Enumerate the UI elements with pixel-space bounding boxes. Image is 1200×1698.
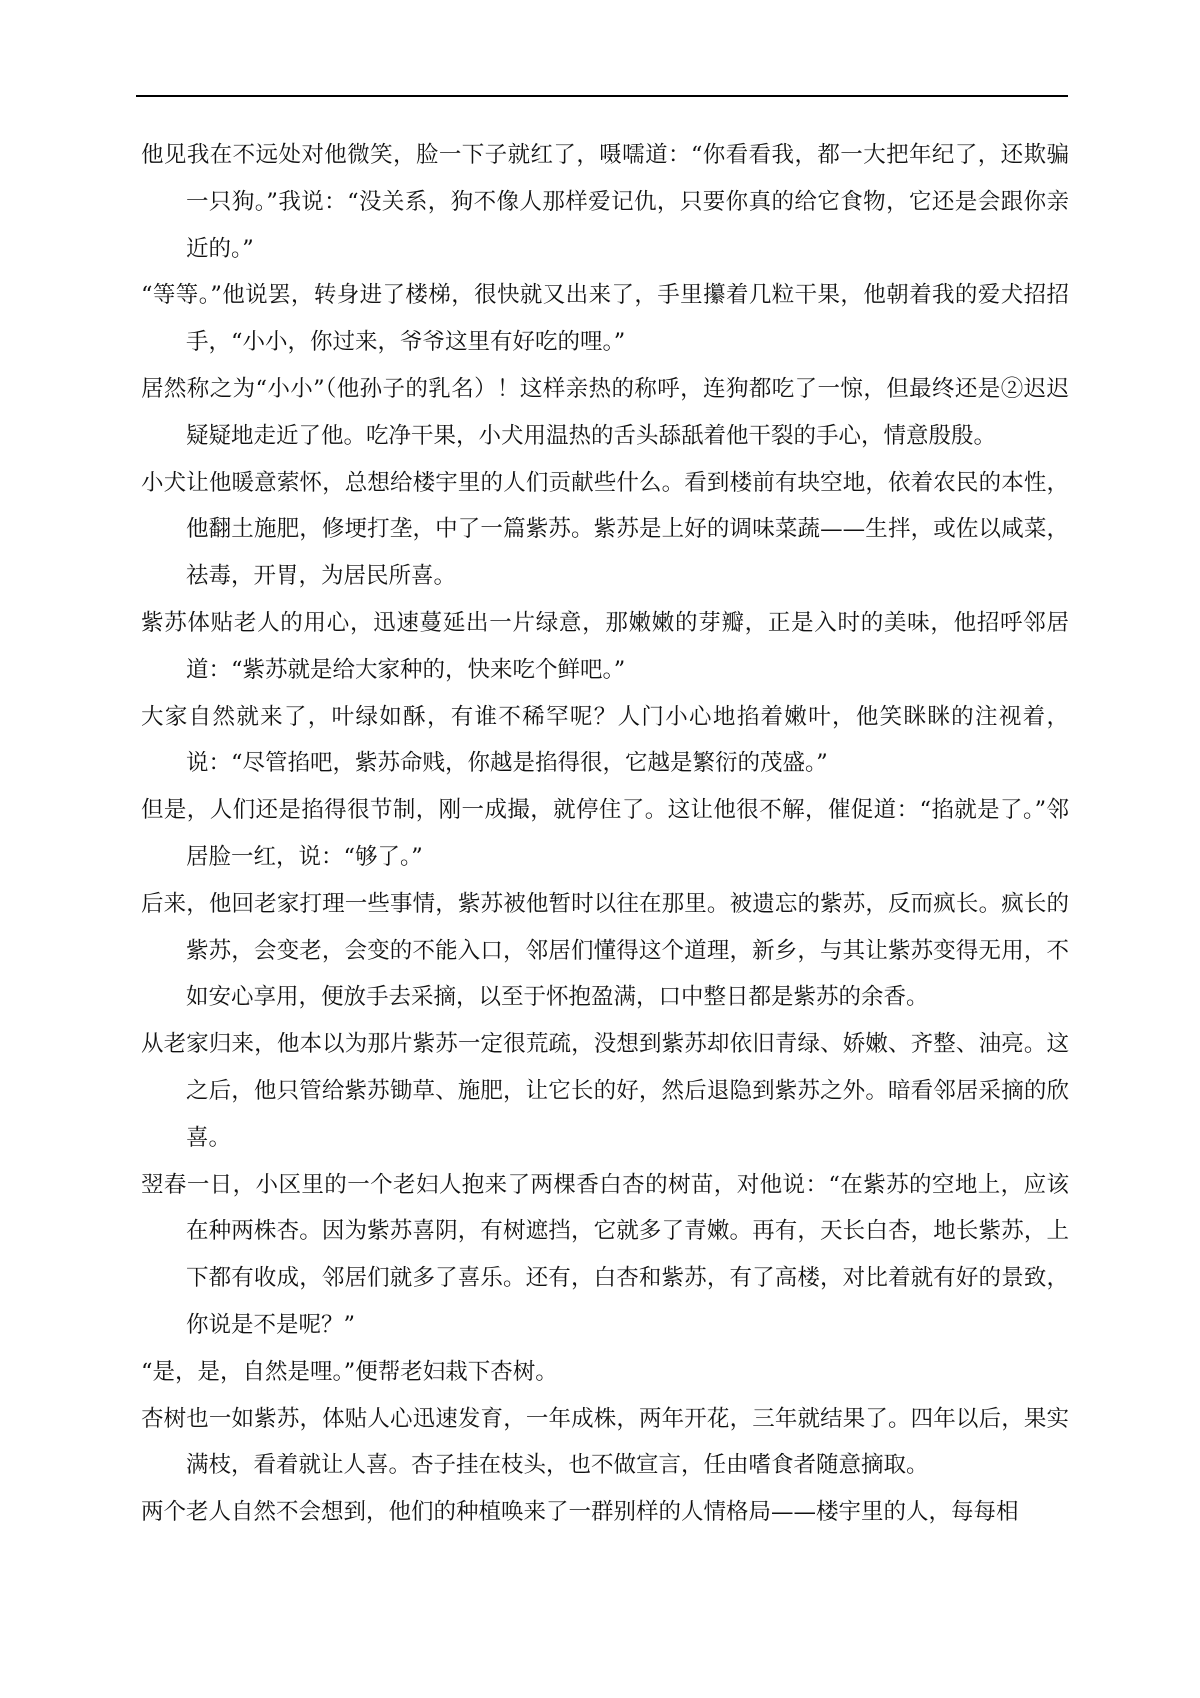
paragraph: “等等。”他说罢，转身进了楼梯，很快就又出来了，手里攥着几粒干果，他朝着我的爱犬招招手，“小小，你过来，爷爷这里有好吃的哩。” xyxy=(141,282,1069,356)
paragraph: 从老家归来，他本以为那片紫苏一定很荒疏，没想到紫苏却依旧青绿、娇嫩、齐整、油亮。这之后，他只管给紫苏锄草、施肥，让它长的好，然后退隐到紫苏之外。暗看邻居采摘的欣喜。 xyxy=(141,1031,1069,1151)
paragraph: “是，是，自然是哩。”便帮老妇栽下杏树。 xyxy=(141,1358,558,1385)
document-body xyxy=(141,132,1069,1536)
paragraph: 紫苏体贴老人的用心，迅速蔓延出一片绿意，那嫩嫩的芽瓣，正是入时的美味，他招呼邻居道：“紫苏就是给大家种的，快来吃个鲜吧。” xyxy=(141,609,1069,683)
header-rule xyxy=(136,95,1068,97)
paragraph: 小犬让他暖意萦怀，总想给楼宇里的人们贡献些什么。看到楼前有块空地，依着农民的本性，他翻土施肥，修埂打垄，中了一篇紫苏。紫苏是上好的调味菜蔬——生拌，或佐以咸菜，祛毒，开胃，为居民所喜。 xyxy=(141,469,1069,590)
paragraph: 大家自然就来了，叶绿如酥，有谁不稀罕呢？人门小心地掐着嫩叶，他笑眯眯的注视着，说：“尽管掐吧，紫苏命贱，你越是掐得很，它越是繁衍的茂盛。” xyxy=(141,703,1069,777)
paragraph: 他见我在不远处对他微笑，脸一下子就红了，嗫嚅道：“你看看我，都一大把年纪了，还欺骗一只狗。”我说：“没关系，狗不像人那样爱记仇，只要你真的给它食物，它还是会跟你亲近的。” xyxy=(141,142,1069,262)
paragraph: 杏树也一如紫苏，体贴人心迅速发育，一年成株，两年开花，三年就结果了。四年以后，果实满枝，看着就让人喜。杏子挂在枝头，也不做宣言，任由嗜食者随意摘取。 xyxy=(141,1405,1069,1479)
paragraph: 两个老人自然不会想到，他们的种植唤来了一群别样的人情格局——楼宇里的人，每每相 xyxy=(141,1499,1019,1526)
paragraph: 但是，人们还是掐得很节制，刚一成撮，就停住了。这让他很不解，催促道：“掐就是了。”邻居脸一红，说：“够了。” xyxy=(141,797,1069,870)
paragraph: 翌春一日，小区里的一个老妇人抱来了两棵香白杏的树苗，对他说：“在紫苏的空地上，应该在种两株杏。因为紫苏喜阴，有树遮挡，它就多了青嫩。再有，天长白杏，地长紫苏，上下都有收成，邻居们就多了喜乐。还有，白杏和紫苏，有了高楼，对比着就有好的景致，你说是不是呢？” xyxy=(141,1171,1069,1338)
paragraph: 居然称之为“小小”（他孙子的乳名）！这样亲热的称呼，连狗都吃了一惊，但最终还是②迟迟疑疑地走近了他。吃净干果，小犬用温热的舌头舔舐着他干裂的手心，情意殷殷。 xyxy=(141,375,1069,449)
paragraph: 后来，他回老家打理一些事情，紫苏被他暂时以往在那里。被遗忘的紫苏，反而疯长。疯长的紫苏，会变老，会变的不能入口，邻居们懂得这个道理，新乡，与其让紫苏变得无用，不如安心享用，便放手去采摘，以至于怀抱盈满，口中整日都是紫苏的余香。 xyxy=(141,890,1069,1011)
